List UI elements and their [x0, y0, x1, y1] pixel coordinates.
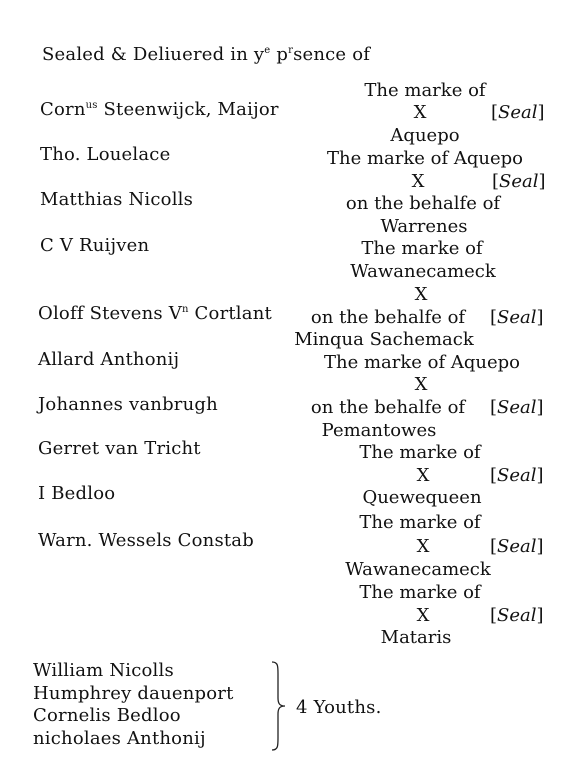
youth-name: Humphrey dauenport: [33, 683, 234, 704]
youths-label: 4 Youths.: [296, 697, 382, 718]
heading-superscript: r: [288, 45, 294, 56]
witness-name: Allard Anthonij: [38, 349, 180, 370]
mark-text: The marke of: [359, 512, 481, 533]
mark-x: X: [416, 465, 430, 486]
heading-text: Sealed & Deliuered in y: [42, 44, 265, 65]
witness-name: Warn. Wessels Constab: [38, 530, 254, 551]
seal-label: [Seal]: [492, 171, 546, 192]
seal-label: [Seal]: [490, 465, 544, 486]
signer-name: Aquepo: [390, 125, 460, 146]
signer-name: Mataris: [380, 627, 452, 648]
seal-label: [Seal]: [490, 536, 544, 557]
mark-x: X: [416, 536, 430, 557]
witness-name: I Bedloo: [38, 483, 116, 504]
mark-x: X: [414, 284, 428, 305]
mark-text: The marke of Aquepo: [323, 352, 521, 373]
youth-name: William Nicolls: [33, 660, 174, 681]
mark-text: on the behalfe of: [310, 397, 466, 418]
seal-label: [Seal]: [490, 307, 544, 328]
witness-name: C V Ruijven: [40, 235, 150, 256]
heading-text: sence of: [293, 44, 371, 65]
seal-label: [Seal]: [491, 102, 545, 123]
witness-name: Matthias Nicolls: [40, 189, 194, 210]
signer-name: Minqua Sachemack: [294, 329, 474, 350]
witness-name: Tho. Louelace: [40, 144, 171, 165]
youth-name: nicholaes Anthonij: [33, 728, 206, 749]
brace-icon: [268, 660, 290, 752]
mark-x: X: [414, 374, 428, 395]
mark-text: The marke of: [359, 442, 481, 463]
witness-name: Johannes vanbrugh: [38, 394, 218, 415]
seal-label: [Seal]: [490, 605, 544, 626]
signer-name: Pemantowes: [321, 420, 437, 441]
mark-text: The marke of: [359, 582, 481, 603]
witness-name: Oloff Stevens $V^n$ Cortlant: [38, 303, 272, 324]
mark-text: The marke of Aquepo: [326, 148, 524, 169]
signer-name: Quewequeen: [362, 487, 482, 508]
witness-name: Corn$^{us}$ Steenwijck, Maijor: [40, 99, 279, 120]
mark-x: X: [411, 171, 425, 192]
youth-name: Cornelis Bedloo: [33, 705, 181, 726]
signer-name: Warrenes: [380, 216, 468, 237]
heading-text: p: [270, 44, 289, 65]
mark-text: The marke of: [361, 238, 483, 259]
seal-label: [Seal]: [490, 397, 544, 418]
attestation-heading: [42, 46, 370, 64]
witness-name: Gerret van Tricht: [38, 438, 201, 459]
signer-name: Wawanecameck: [350, 261, 496, 282]
mark-text: The marke of: [364, 80, 486, 101]
mark-x: X: [416, 605, 430, 626]
mark-text: on the behalfe of: [345, 193, 501, 214]
heading-superscript: e: [264, 45, 271, 56]
mark-text: on the behalfe of: [310, 307, 466, 328]
signer-name: Wawanecameck: [345, 559, 491, 580]
mark-x: X: [413, 102, 427, 123]
